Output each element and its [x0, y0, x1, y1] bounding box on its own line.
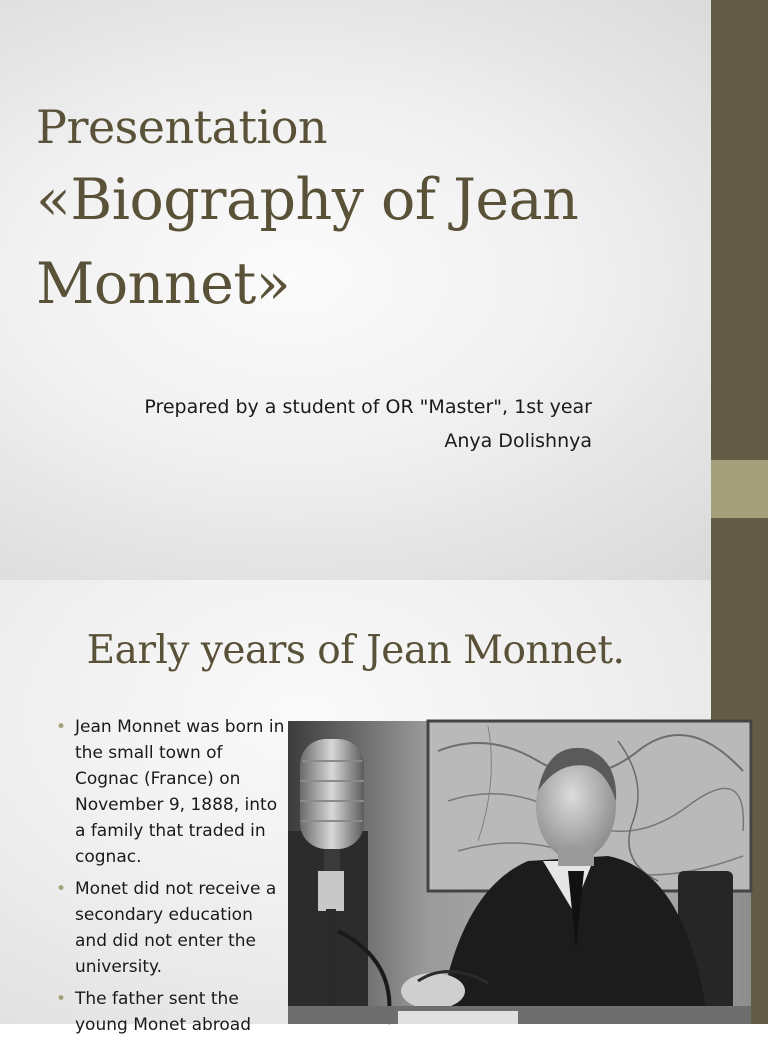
bullet-text: Monet did not receive a secondary education and did not enter the university.: [75, 879, 277, 977]
side-band-bottom: [711, 518, 768, 580]
subtitle-author: Anya Dolishnya: [444, 430, 592, 452]
bullet-list: [56, 714, 288, 1044]
title-line-presentation: Presentation: [36, 100, 328, 154]
slide-subtitle: [32, 390, 592, 458]
bullet-icon: •: [56, 717, 67, 737]
side-band-top: [711, 0, 768, 460]
bullet-text: The father sent the young Monet abroad: [75, 989, 252, 1035]
early-years-slide: [0, 580, 768, 1035]
subtitle-prepared-by: Prepared by a student of OR "Master", 1st year: [144, 396, 592, 418]
side-band-accent: [711, 460, 768, 518]
bullet-text: Jean Monnet was born in the small town of Cognac (France) on November 9, 1888, into a family that traded in cognac.: [75, 717, 285, 867]
title-line-biography: «Biography of Jean Monnet»: [36, 167, 579, 317]
list-item: [56, 714, 288, 870]
slide-heading: Early years of Jean Monnet.: [86, 628, 625, 673]
bullet-icon: •: [56, 989, 67, 1009]
list-item: [56, 876, 288, 980]
portrait-photo: [288, 721, 751, 1024]
slide-title: [36, 96, 676, 326]
list-item: [56, 986, 288, 1038]
portrait-photo-illustration: [288, 721, 751, 1024]
bullet-icon: •: [56, 879, 67, 899]
